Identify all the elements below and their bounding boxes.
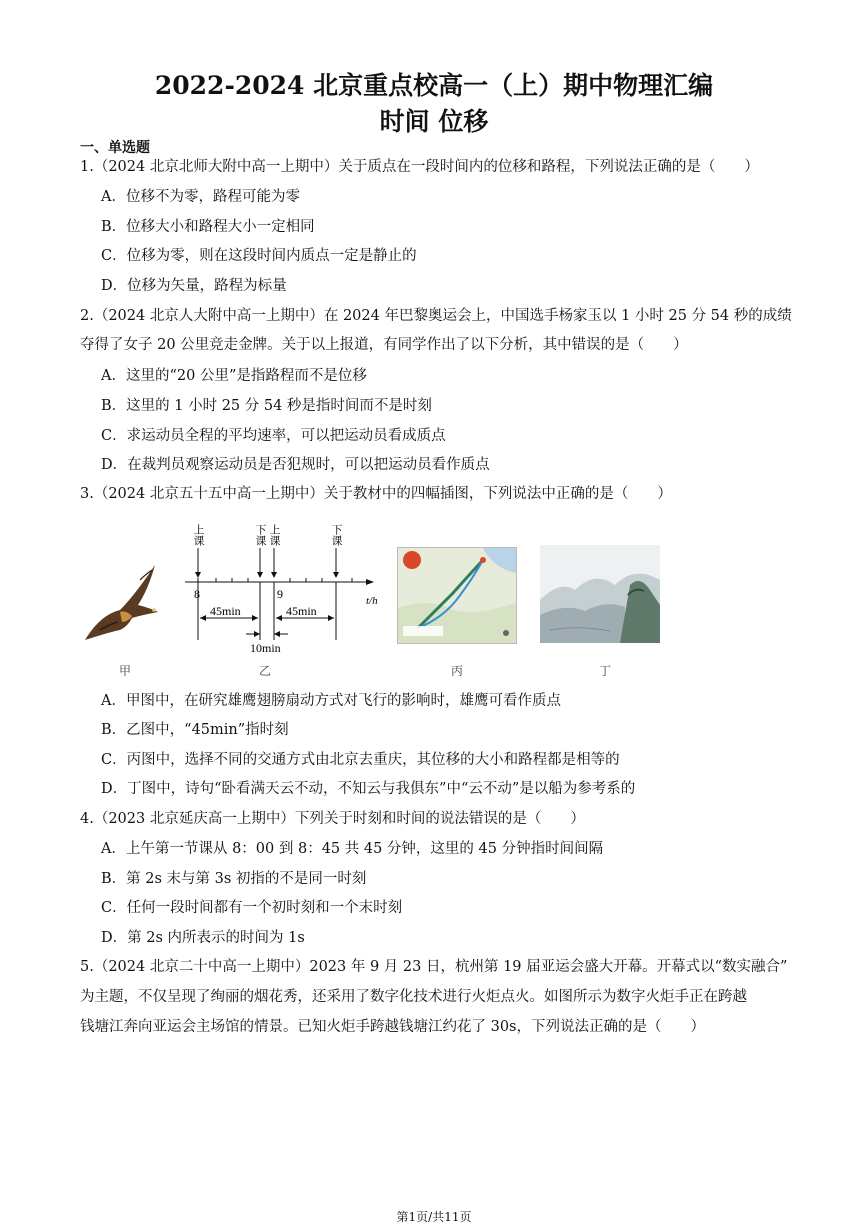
question-2-option-d: D．在裁判员观察运动员是否犯规时，可以把运动员看作质点 [101, 457, 490, 473]
document-title: 2022-2024 北京重点校高一（上）期中物理汇编 [154, 71, 714, 100]
timeline-duration-1: 45min [210, 604, 241, 618]
question-2-stem-line1: 2.（2024 北京人大附中高一上期中）在 2024 年巴黎奥运会上，中国选手杨家玉以 1 小时 25 分 54 秒的成绩 [80, 308, 792, 324]
question-3-option-d: D．丁图中，诗句“卧看满天云不动，不知云与我俱东”中“云不动”是以船为参考系的 [101, 781, 636, 797]
question-5-stem-line3: 钱塘江奔向亚运会主场馆的情景。已知火炬手跨越钱塘江约花了 30s，下列说法正确的是（ ） [80, 1019, 705, 1035]
timeline-duration-3: 10min [250, 641, 281, 655]
landscape-painting-image [540, 545, 660, 643]
section-heading: 一、单选题 [80, 140, 150, 156]
question-3-option-a: A．甲图中，在研究雄鹰翅膀扇动方式对飞行的影响时，雄鹰可看作质点 [101, 693, 561, 709]
timeline-label-class-start-2: 上课 [268, 524, 280, 546]
timeline-axis-label: t/h [366, 595, 378, 607]
figure-caption-jia: 甲 [119, 664, 132, 678]
question-3-stem: 3.（2024 北京五十五中高一上期中）关于教材中的四幅插图，下列说法中正确的是（ ） [80, 486, 672, 502]
route-map-image [397, 547, 517, 644]
timeline-duration-2: 45min [286, 604, 317, 618]
timeline-label-class-end-2: 下课 [330, 524, 342, 546]
question-5-stem-line1: 5.（2024 北京二十中高一上期中）2023 年 9 月 23 日，杭州第 19 届亚运会盛大开幕。开幕式以“数实融合” [80, 959, 788, 975]
question-2-stem-line2: 夺得了女子 20 公里竞走金牌。关于以上报道，有同学作出了以下分析，其中错误的是（ ） [80, 337, 688, 353]
question-1-stem: 1.（2024 北京北师大附中高一上期中）关于质点在一段时间内的位移和路程，下列说法正确的是（ ） [80, 159, 759, 175]
figure-caption-bing: 丙 [451, 664, 464, 678]
question-4-stem: 4.（2023 北京延庆高一上期中）下列关于时刻和时间的说法错误的是（ ） [80, 811, 585, 827]
timeline-figure [180, 510, 380, 660]
timeline-label-class-start-1: 上课 [192, 524, 204, 546]
page-footer: 第1页/共11页 [396, 1210, 472, 1224]
timeline-tick-9: 9 [277, 587, 283, 601]
question-2-option-a: A．这里的“20 公里”是指路程而不是位移 [101, 368, 367, 384]
figure-caption-ding: 丁 [599, 664, 612, 678]
question-5-stem-line2: 为主题，不仅呈现了绚丽的烟花秀，还采用了数字化技术进行火炬点火。如图所示为数字火炬手正在跨越 [80, 989, 747, 1005]
question-3-option-c: C．丙图中，选择不同的交通方式由北京去重庆，其位移的大小和路程都是相等的 [101, 752, 620, 768]
question-3-option-b: B．乙图中，“45min”指时刻 [101, 722, 289, 738]
question-4-option-d: D．第 2s 内所表示的时间为 1s [101, 930, 305, 946]
question-1-option-b: B．位移大小和路程大小一定相同 [101, 219, 315, 235]
question-4-option-a: A．上午第一节课从 8：00 到 8：45 共 45 分钟，这里的 45 分钟指时间间隔 [101, 841, 604, 857]
question-2-option-c: C．求运动员全程的平均速率，可以把运动员看成质点 [101, 428, 446, 444]
timeline-tick-8: 8 [194, 587, 200, 601]
question-2-option-b: B．这里的 1 小时 25 分 54 秒是指时间而不是时刻 [101, 398, 432, 414]
question-4-option-c: C．任何一段时间都有一个初时刻和一个末时刻 [101, 900, 403, 916]
question-1-option-c: C．位移为零，则在这段时间内质点一定是静止的 [101, 248, 417, 264]
question-4-option-b: B．第 2s 末与第 3s 初指的不是同一时刻 [101, 871, 367, 887]
figure-caption-yi: 乙 [259, 664, 272, 678]
eagle-illustration [80, 560, 165, 650]
question-1-option-d: D．位移为矢量，路程为标量 [101, 278, 287, 294]
question-1-option-a: A．位移不为零，路程可能为零 [101, 189, 300, 205]
document-subtitle: 时间 位移 [379, 107, 489, 136]
timeline-label-class-end-1: 下课 [254, 524, 266, 546]
